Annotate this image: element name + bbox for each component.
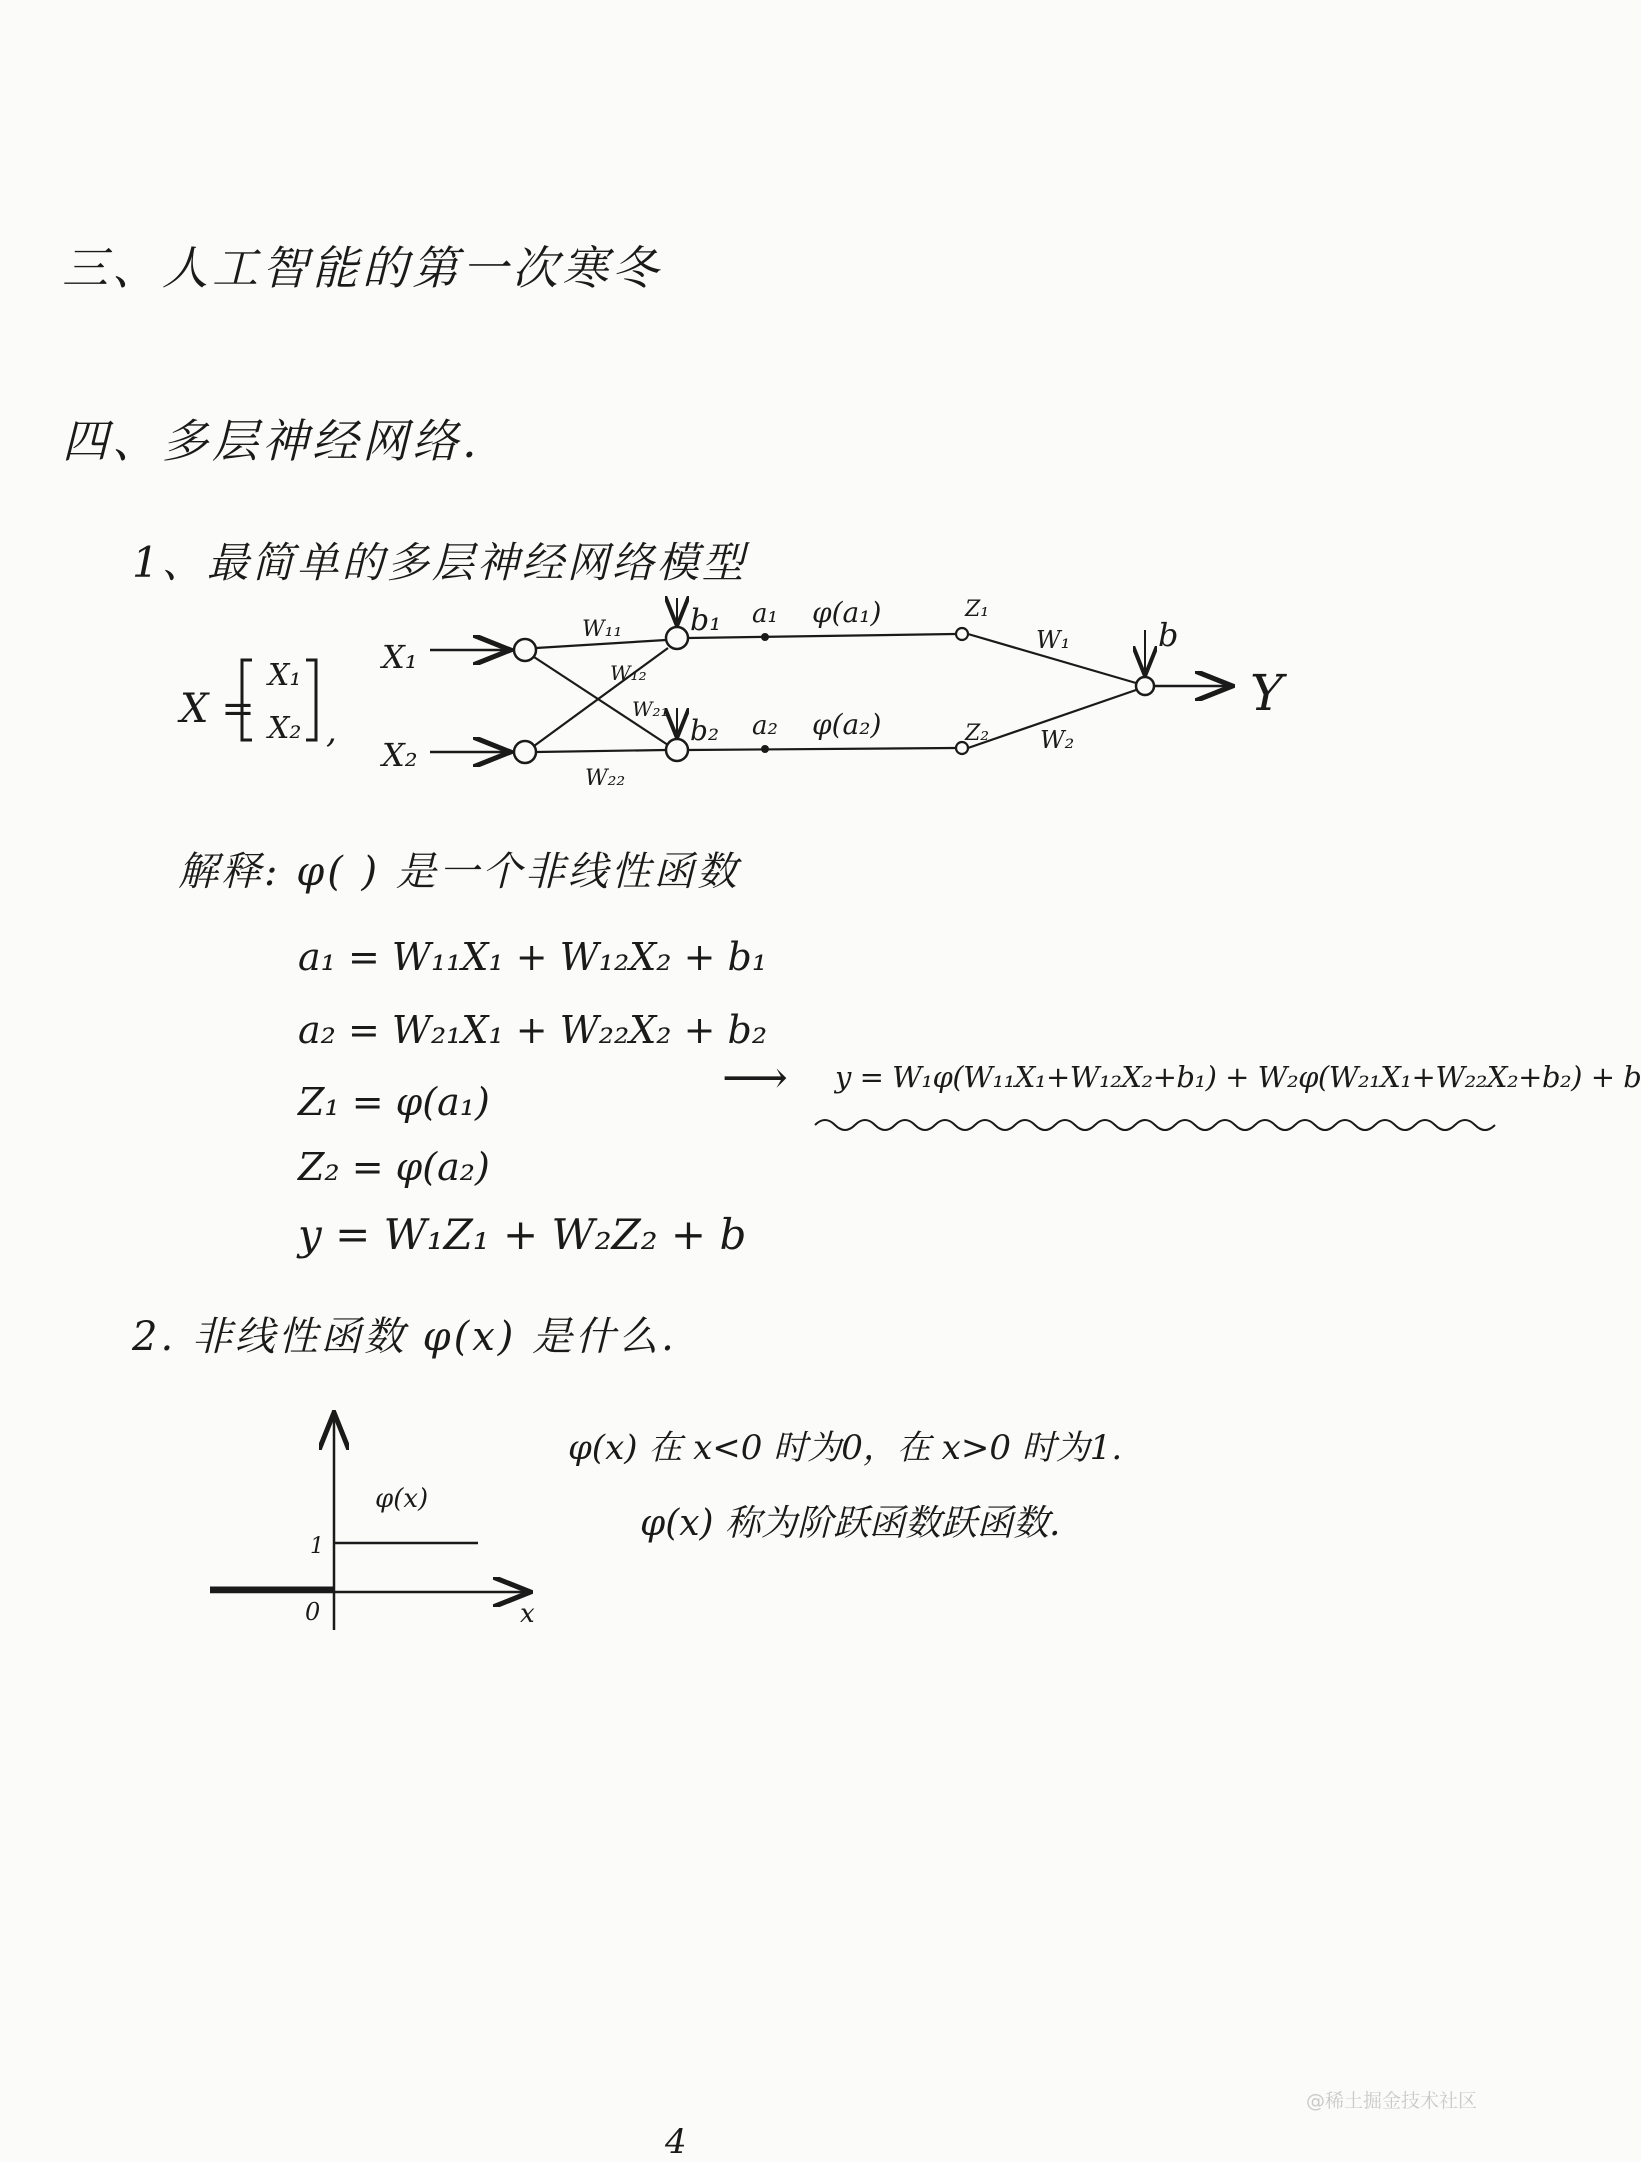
label-z2: Z₂ [965,721,990,746]
equation-y: y = W₁Z₁ + W₂Z₂ + b [298,1210,747,1259]
weight-w12: W₁₂ [610,661,647,685]
input-vector-x1: X₁ [268,658,302,693]
plot-x-axis-label: x [520,1599,535,1629]
input-vector-x2: X₂ [268,711,302,746]
weight-w11: W₁₁ [582,617,623,642]
bias-b1: b₁ [690,603,722,638]
implies-arrow: ⟶ [722,1050,788,1104]
label-phi-a2: φ(a₂) [812,708,882,741]
hidden-node-2 [666,739,688,761]
plot-y-tick: 1 [310,1534,324,1559]
label-phi-a1: φ(a₁) [812,596,882,629]
input-node-2 [514,741,536,763]
weight-w1: W₁ [1036,626,1071,654]
label-a2: a₂ [752,711,778,741]
edge-hidden2-z2 [688,748,955,750]
input-x1-label: X₁ [382,638,418,676]
node-z1 [956,628,968,640]
edge-w22 [536,750,666,752]
equation-a2: a₂ = W₂₁X₁ + W₂₂X₂ + b₂ [298,1008,768,1052]
output-y: Y [1250,664,1284,722]
section3-heading: 三、人工智能的第一次寒冬 [62,241,662,295]
explanation-label: 解释: φ( ) 是一个非线性函数 [178,849,740,895]
dot-a2 [761,745,769,753]
dot-a1 [761,633,769,641]
output-node [1136,677,1154,695]
page-number: 4 [665,2122,687,2162]
input-vector-comma: , [326,711,337,751]
hidden-node-1 [666,627,688,649]
equation-z1: Z₁ = φ(a₁) [298,1080,490,1124]
sub2-heading: 2. 非线性函数 φ(x) 是什么. [132,1314,677,1360]
label-a1: a₁ [752,599,778,629]
equation-z2: Z₂ = φ(a₂) [298,1145,490,1189]
weight-w2: W₂ [1040,726,1075,754]
weight-w22: W₂₂ [585,766,626,791]
bias-b2: b₂ [690,714,720,747]
weight-w21: W₂₁ [632,697,669,721]
right-bracket [306,660,316,740]
plot-func-label: φ(x) [375,1484,429,1514]
wavy-underline [815,1120,1495,1130]
input-node-1 [514,639,536,661]
watermark: @稀土掘金技术社区 [1306,2090,1478,2112]
input-x2-label: X₂ [382,736,418,774]
edge-hidden1-z1 [688,634,955,638]
input-vector-lhs: X = [180,686,255,732]
combined-equation: y = W₁φ(W₁₁X₁+W₁₂X₂+b₁) + W₂φ(W₂₁X₁+W₂₂X₂+b₂) + b [835,1060,1641,1094]
label-z1: Z₁ [965,597,990,622]
plot-origin: 0 [305,1598,321,1626]
bias-b: b [1158,616,1179,654]
sub1-heading: 1、最简单的多层神经网络模型 [132,538,747,587]
section4-heading: 四、多层神经网络. [62,414,481,468]
equation-a1: a₁ = W₁₁X₁ + W₁₂X₂ + b₁ [298,935,768,979]
step-note-2: φ(x) 称为阶跃函数跃函数. [640,1503,1061,1544]
step-note-1: φ(x) 在 x<0 时为0，在 x>0 时为1. [568,1428,1123,1468]
